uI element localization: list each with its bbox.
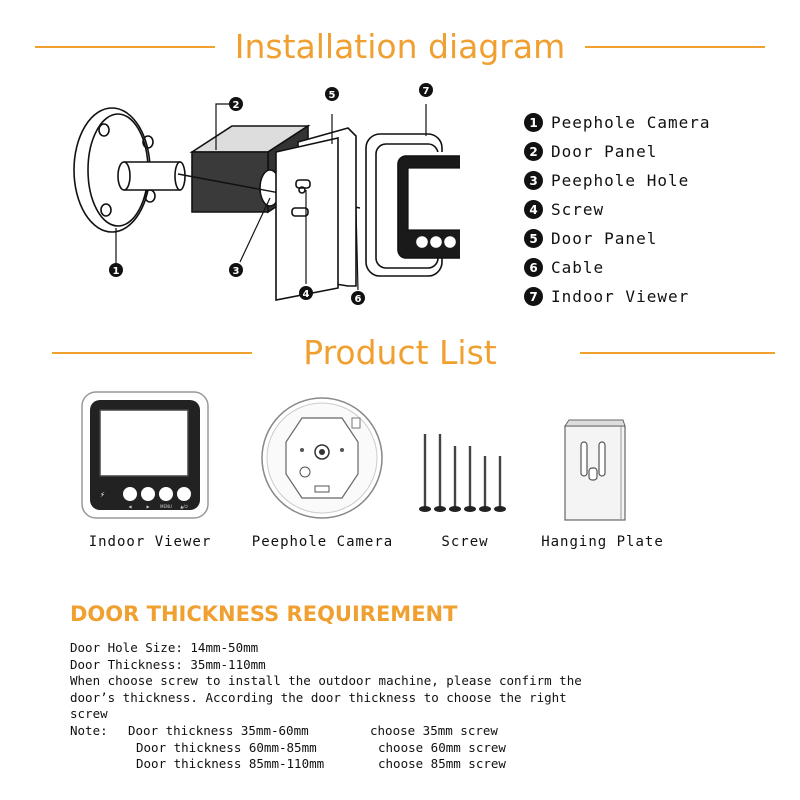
product-list-title: Product List — [303, 333, 497, 372]
legend-item: 2 Door Panel — [524, 137, 711, 166]
mounting-plate — [276, 128, 356, 300]
legend-item: 4 Screw — [524, 195, 711, 224]
legend-item: 1 Peephole Camera — [524, 108, 711, 137]
svg-text:5: 5 — [328, 90, 336, 101]
peephole-camera-image — [240, 390, 405, 530]
product-label: Hanging Plate — [541, 534, 664, 550]
peephole-camera-part — [74, 108, 185, 232]
callout-6 — [351, 291, 365, 305]
product-label: Screw — [441, 534, 489, 550]
svg-text:◀: ◀ — [128, 504, 132, 509]
callout-1 — [109, 263, 123, 277]
svg-text:3: 3 — [232, 266, 240, 277]
note-row: Door thickness 60mm-85mm choose 60mm screw — [136, 739, 506, 755]
svg-text:▲/⏻: ▲/⏻ — [180, 504, 188, 509]
parts-legend — [524, 108, 711, 311]
svg-text:4: 4 — [302, 289, 310, 300]
installation-diagram — [60, 78, 460, 318]
screw-set-image — [410, 390, 520, 530]
indoor-viewer-image — [70, 390, 230, 530]
svg-text:1: 1 — [112, 266, 120, 277]
indoor-viewer-part — [366, 134, 460, 276]
svg-text:⚡: ⚡ — [100, 491, 105, 499]
callout-2 — [229, 97, 243, 111]
note-row: Door thickness 85mm-110mm choose 85mm screw — [136, 756, 506, 772]
product-hanging-plate — [525, 390, 680, 550]
svg-text:7: 7 — [422, 86, 430, 97]
product-screw — [410, 390, 520, 550]
legend-item: 5 Door Panel — [524, 224, 711, 253]
svg-text:2: 2 — [232, 100, 240, 111]
installation-header — [0, 22, 800, 72]
requirement-line: door’s thickness. According the door thickness to choose the right — [70, 689, 567, 705]
hanging-plate-image — [525, 390, 680, 530]
callout-3 — [229, 263, 243, 277]
legend-item: 6 Cable — [524, 253, 711, 282]
callout-5 — [325, 87, 339, 101]
callout-7 — [419, 83, 433, 97]
legend-item: 7 Indoor Viewer — [524, 282, 711, 311]
installation-title: Installation diagram — [234, 27, 566, 66]
requirement-line: Door Hole Size: 14mm-50mm — [70, 640, 259, 655]
requirement-line: Door Thickness: 35mm-110mm — [70, 656, 266, 672]
requirement-title: DOOR THICKNESS REQUIREMENT — [70, 602, 458, 626]
note-row: Note: Door thickness 35mm-60mm choose 35mm screw — [70, 722, 498, 738]
product-indoor-viewer — [70, 390, 230, 550]
svg-text:▶: ▶ — [146, 504, 150, 509]
requirement-line: When choose screw to install the outdoor machine, please confirm the — [70, 673, 582, 689]
product-label: Peephole Camera — [251, 534, 394, 550]
svg-text:MENU: MENU — [160, 504, 172, 509]
product-label: Indoor Viewer — [88, 534, 212, 550]
legend-item: 3 Peephole Hole — [524, 166, 711, 195]
product-list-header — [0, 328, 800, 378]
callout-4 — [299, 286, 313, 300]
requirement-text — [70, 640, 582, 773]
svg-text:6: 6 — [354, 294, 362, 305]
requirement-line: screw — [70, 706, 108, 722]
product-peephole-camera — [240, 390, 405, 550]
